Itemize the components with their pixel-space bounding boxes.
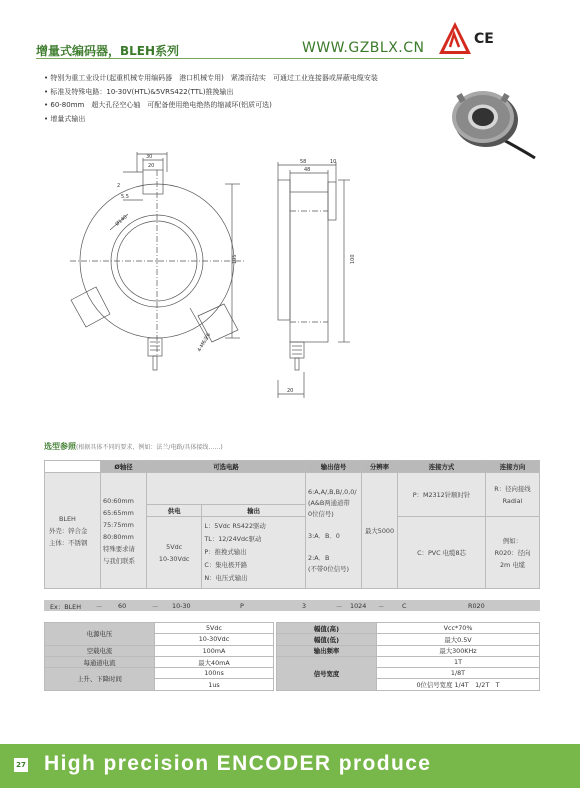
model-line: 外壳：锌合金	[49, 526, 88, 535]
spec-value: Vcc*70%	[377, 623, 540, 634]
output-option: C：集电极开路	[204, 561, 248, 569]
selection-title-text: 选型参照	[44, 442, 76, 451]
shaft-option: 75:75mm	[103, 520, 134, 529]
signal-line	[308, 542, 359, 553]
example-part: C	[402, 602, 407, 610]
footer-slogan: High precision ENCODER produce	[44, 752, 432, 775]
example-part: 60	[118, 602, 127, 610]
dim-m6: 4-M6深6	[196, 332, 213, 353]
table-header: 输出信号	[306, 461, 362, 473]
table-header: 连接方式	[398, 461, 486, 473]
shaft-option: 60:60mm	[103, 496, 134, 505]
example-part: －	[378, 603, 385, 611]
output-header: 输出	[202, 505, 306, 517]
dim-20: 20	[148, 163, 155, 169]
spec-value: 最大300KHz	[377, 645, 540, 656]
header-divider	[36, 58, 464, 59]
resolution-cell: 最大5000	[362, 473, 398, 589]
page-title: 增量式编码器，BLEH系列	[36, 44, 180, 58]
shaft-option: 80:80mm	[103, 532, 134, 541]
output-option: L：5Vdc RS422驱动	[204, 522, 266, 530]
shaft-option: 与我们联系	[103, 556, 135, 565]
signal-line: 2:A．B	[308, 553, 330, 562]
spec-label: 每通道电流	[45, 656, 155, 667]
dim-30: 30	[146, 154, 153, 160]
dim-2: 2	[117, 183, 121, 189]
table-header: Ø轴径	[101, 461, 147, 473]
spec-label: 空载电流	[45, 645, 155, 656]
company-logo	[437, 20, 473, 56]
table-header: 可选电路	[147, 461, 306, 473]
supply-option: 10-30Vdc	[158, 554, 190, 563]
dimension-drawing	[0, 140, 580, 430]
connection-cell-1: P：M2312针顺时针	[398, 473, 486, 517]
spec-value: 1/8T	[377, 668, 540, 679]
direction-line: R020：径向	[494, 548, 531, 557]
signal-line: 3:A．B．0	[308, 531, 340, 540]
example-part: Ex：BLEH	[50, 603, 81, 611]
example-part: 3	[302, 602, 307, 610]
signal-line: 0位信号)	[308, 509, 334, 518]
spec-value: 1us	[155, 679, 274, 690]
example-row	[44, 600, 540, 611]
example-part: 1024	[350, 602, 367, 610]
spec-label: 电源电压	[45, 623, 155, 646]
feature-item: • 60-80mm 超大孔径空心轴 可配备使用绝电绝热的缩减环(铝质可选)	[44, 99, 378, 113]
signal-specs-table	[276, 622, 540, 691]
dim-10: 10	[330, 159, 337, 165]
supply-option: 5Vdc	[166, 542, 183, 551]
signal-cell	[306, 473, 362, 589]
example-part: －	[96, 603, 103, 611]
spec-label: 上升、下降时间	[45, 668, 155, 691]
supply-cell	[147, 517, 202, 589]
spec-label: 幅值(低)	[277, 634, 377, 645]
spec-label: 信号宽度	[277, 656, 377, 690]
spec-value: 0位信号宽度 1/4T 1/2T T	[377, 679, 540, 690]
spec-value: 100ns	[155, 668, 274, 679]
table-header	[45, 461, 101, 473]
example-part: －	[152, 603, 159, 611]
example-part: 10-30	[172, 602, 191, 610]
output-option: N：电压式输出	[204, 574, 248, 582]
direction-line: 例如：	[502, 536, 523, 545]
circuit-spacer	[147, 473, 306, 505]
example-part: R020	[468, 602, 485, 610]
spec-value: 10-30Vdc	[155, 634, 274, 645]
spec-value: 100mA	[155, 645, 274, 656]
signal-line: 6:A,A/,B,B/,0,0/	[308, 487, 357, 496]
dim-20b: 20	[287, 388, 294, 394]
spec-value: 最大0.5V	[377, 634, 540, 645]
dim-105: 105	[232, 254, 238, 264]
selection-subtitle: (根据具体不同的要求，例如：法兰/电路/具体接线……)	[76, 444, 223, 451]
feature-item: • 增量式输出	[44, 113, 378, 127]
spec-label: 输出频率	[277, 645, 377, 656]
direction-line: 2m 电缆	[499, 560, 526, 569]
dim-58: 58	[300, 159, 307, 165]
spec-value: 最大40mA	[155, 656, 274, 667]
direction-cell-2	[486, 517, 540, 589]
table-header: 连接方向	[486, 461, 540, 473]
table-header: 分辨率	[362, 461, 398, 473]
signal-line: (A&B两通道带	[308, 498, 350, 507]
connection-cell-2: C：PVC 电缆8芯	[398, 517, 486, 589]
signal-line	[308, 520, 359, 531]
example-part: P	[240, 602, 244, 610]
ce-mark: CE	[474, 31, 494, 47]
shaft-cell	[101, 473, 147, 589]
dim-5-5: 5.5	[121, 194, 129, 200]
website-url[interactable]: WWW.GZBLX.CN	[302, 40, 425, 56]
direction-line: R：径向接线	[494, 484, 531, 493]
selection-title	[44, 441, 223, 452]
feature-list	[44, 72, 378, 126]
page-number: 27	[14, 758, 28, 772]
signal-line: (不带0位信号)	[308, 564, 350, 573]
direction-line: Radial	[502, 496, 523, 505]
selection-table	[44, 460, 540, 589]
direction-cell-1	[486, 473, 540, 517]
model-cell	[45, 473, 101, 589]
dim-140: Ø140	[114, 214, 129, 228]
output-cell	[202, 517, 306, 589]
shaft-option: 65:65mm	[103, 508, 134, 517]
spec-value: 5Vdc	[155, 623, 274, 634]
output-option: P：推挽式输出	[204, 548, 247, 556]
model-line: BLEH	[59, 514, 76, 523]
example-part: －	[336, 603, 343, 611]
dim-100: 100	[350, 254, 356, 264]
feature-item: • 特别为重工业设计(起重机械专用编码器 港口机械专用) 紧凑而结实 可通过工业连接器或屏蔽电缆安装	[44, 72, 378, 86]
spec-value: 1T	[377, 656, 540, 667]
output-option: TL：12/24Vdc驱动	[204, 535, 262, 543]
spec-label: 幅值(高)	[277, 623, 377, 634]
feature-item: • 标准及特殊电路：10-30V(HTL)&5VRS422(TTL)推挽输出	[44, 86, 378, 100]
dim-48: 48	[304, 167, 311, 173]
shaft-option: 特殊要求请	[103, 544, 135, 553]
model-line: 主体：不锈钢	[49, 538, 88, 547]
supply-header: 供电	[147, 505, 202, 517]
electrical-specs-table	[44, 622, 274, 691]
